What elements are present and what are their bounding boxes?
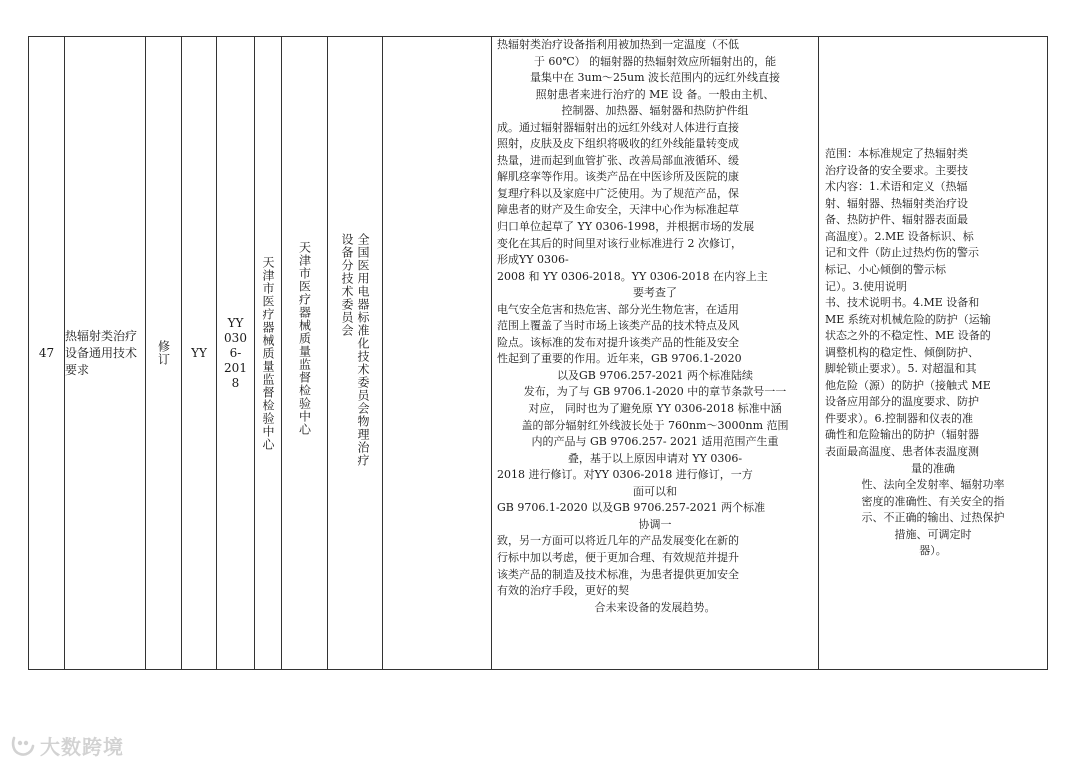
description-line: GB 9706.1-2020 以及GB 9706.257-2021 两个标准 <box>497 501 766 515</box>
watermark-text: 大数跨境 <box>40 735 124 759</box>
scope-line: 量的准确 <box>911 461 955 475</box>
scope-line: 表面最高温度、患者体表温度测 <box>825 445 979 458</box>
drafter-org: 天津市医疗器械质量监督检验中心 <box>297 241 312 436</box>
technical-committee: 全国医用电器标准化技术委员会物理治疗设备分技术委员会 <box>340 233 370 467</box>
watermark <box>10 731 124 760</box>
description-line: 照射，皮肤及皮下组织将吸收的红外线能量转变成 <box>497 137 739 151</box>
action-cell <box>146 37 182 670</box>
description-line: 协调一 <box>638 517 672 531</box>
description-cell <box>492 37 819 670</box>
description-line: 形成YY 0306- <box>497 253 569 267</box>
description-line: 合未来设备的发展趋势。 <box>594 600 716 614</box>
scope-line: 术内容：1.术语和定义（热辐 <box>825 180 968 194</box>
row-number: 47 <box>29 37 65 670</box>
project-name: 热辐射类治疗设备通用技术要求 <box>65 37 146 670</box>
scope-line: 设备应用部分的温度要求、防护 <box>825 395 979 409</box>
description-line: 面可以和 <box>633 484 677 498</box>
description-line: 性起到了重要的作用。近年来，GB 9706.1-2020 <box>497 352 742 366</box>
description-line: 热量，进而起到血管扩张、改善局部血液循环、缓 <box>497 153 739 167</box>
scope-line: 记和文件（防止过热灼伤的警示 <box>825 246 979 260</box>
description-line: 照射患者来进行治疗的 ME 设 备。一般由主机、 <box>535 87 775 101</box>
committee-cell <box>328 37 383 670</box>
standard-number-line: YY <box>227 315 244 330</box>
description-line: 要考查了 <box>633 286 677 300</box>
scope-line: 记）。3.使用说明 <box>825 279 907 293</box>
scope-line: 他危险（源）的防护（接触式 ME <box>825 378 991 392</box>
table-row <box>29 37 1048 670</box>
standard-category: YY <box>182 37 217 670</box>
description-line: 范围上覆盖了当时市场上该类产品的技术特点及风 <box>497 319 739 333</box>
scope-line: 调整机构的稳定性、倾倒防护、 <box>825 345 979 359</box>
scope-line: 治疗设备的安全要求。主要技 <box>825 163 968 177</box>
description-line: 变化在其后的时间里对该行业标准进行 2 次修订， <box>497 236 742 250</box>
scope-line: 性、法向全发射率、辐射功率 <box>861 478 1005 492</box>
scope-line: 标记、小心倾倒的警示标 <box>825 262 946 276</box>
drafter-cell <box>282 37 328 670</box>
standard-number-line: 030 <box>224 330 247 345</box>
description-line: 复理疗科以及家庭中广泛使用。为了规范产品，保 <box>497 186 739 200</box>
description-line: 有效的治疗手段，更好的契 <box>497 584 629 598</box>
description-line: 量集中在 3um～25um 波长范围内的远红外线直接 <box>529 71 781 85</box>
scope-line: 示、不正确的输出、过热保护 <box>861 511 1005 525</box>
scope-line: 确性和危险输出的防护（辐射器 <box>825 428 979 442</box>
description-line: 电气安全危害和热危害、部分光生物危害，在适用 <box>497 302 739 316</box>
scope-line: 射、辐射器、热辐射类治疗设 <box>825 196 968 210</box>
scope-line: 范围：本标准规定了热辐射类 <box>825 147 968 161</box>
description-line: 盖的部分辐射红外线波长处于 760nm～3000nm 范围 <box>521 418 789 432</box>
proposer-cell <box>255 37 282 670</box>
scope-line: 高温度）。2.ME 设备标识、标 <box>825 229 974 243</box>
description-line: 障患者的财产及生命安全，天津中心作为标准起草 <box>497 203 739 217</box>
description-line: 以及GB 9706.257-2021 两个标准陆续 <box>556 368 754 382</box>
description-line: 行标中加以考虑，便于更加合理、有效规范并提升 <box>497 550 739 564</box>
scope-line: 脚轮锁止要求）。5. 对超温和其 <box>825 362 977 376</box>
scope-line: 备、热防护件、辐射器表面最 <box>825 213 968 227</box>
description-line: 对应， 同时也为了避免原 YY 0306-2018 标准中涵 <box>528 402 782 416</box>
scope-line: ME 系统对机械危险的防护（运输 <box>825 312 991 326</box>
description-line: 热辐射类治疗设备指利用被加热到一定温度（不低 <box>497 38 739 51</box>
scope-cell <box>819 37 1048 670</box>
standard-number-line: 6- <box>229 345 242 360</box>
project-description <box>492 37 818 669</box>
standard-number-line: 8 <box>231 375 240 390</box>
standards-table <box>28 36 1048 670</box>
brand-logo-icon <box>10 734 36 758</box>
empty-cell <box>383 37 492 670</box>
description-line: 归口单位起草了 YY 0306-1998，并根据市场的发展 <box>497 220 755 234</box>
standard-number-line: 201 <box>224 360 247 375</box>
description-line: 成。通过辐射器辐射出的远红外线对人体进行直接 <box>497 120 739 134</box>
description-line: 控制器、加热器、辐射器和热防护件组 <box>561 104 749 118</box>
scope-line: 器）。 <box>919 544 947 558</box>
proposer-org: 天津市医疗器械质量监督检验中心 <box>261 255 275 451</box>
standard-number-cell <box>217 37 255 670</box>
action-type: 修订 <box>156 340 171 366</box>
description-line: 2008 和 YY 0306-2018。YY 0306-2018 在内容上主 <box>497 269 768 283</box>
description-line: 险点。该标准的发布对提升该类产品的性能及安全 <box>497 335 739 349</box>
scope-and-content <box>819 146 1047 560</box>
description-line: 发布，为了与 GB 9706.1-2020 中的章节条款号一一 <box>523 385 787 399</box>
description-line: 叠，基于以上原因申请对 YY 0306- <box>567 451 743 465</box>
description-line: 内的产品与 GB 9706.257- 2021 适用范围产生重 <box>531 435 779 449</box>
description-line: 2018 进行修订。对YY 0306-2018 进行修订，一方 <box>497 468 753 482</box>
standard-number <box>217 316 254 391</box>
description-line: 该类产品的制造及技术标准，为患者提供更加安全 <box>497 567 739 581</box>
scope-line: 状态之外的不稳定性、ME 设备的 <box>825 329 991 343</box>
description-line: 于 60℃） 的辐射器的热辐射效应所辐射出的，能 <box>533 54 777 68</box>
description-line: 解肌痉挛等作用。该类产品在中医诊所及医院的康 <box>497 170 739 184</box>
scope-line: 件要求）。6.控制器和仪表的准 <box>825 411 973 425</box>
scope-line: 密度的准确性、有关安全的指 <box>861 494 1005 508</box>
scope-line: 措施、可调定时 <box>894 527 972 541</box>
scope-line: 书、技术说明书。4.ME 设备和 <box>825 296 980 310</box>
description-line: 致，另一方面可以将近几年的产品发展变化在新的 <box>497 534 739 548</box>
